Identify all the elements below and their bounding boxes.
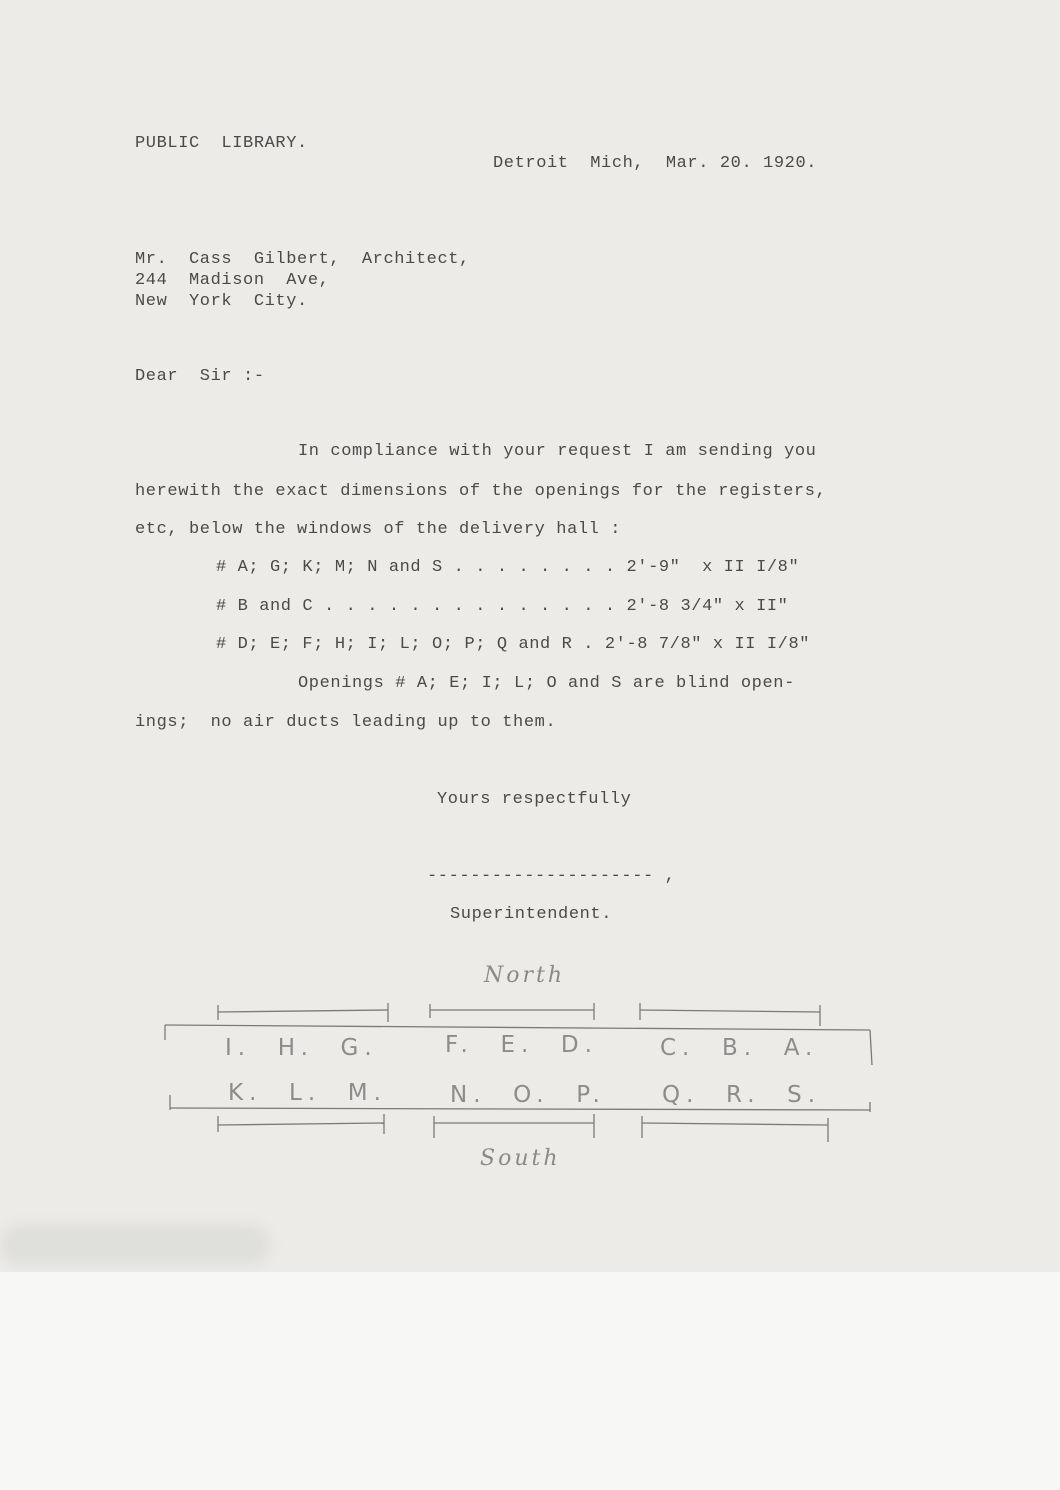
address-line-2: 244 Madison Ave, — [135, 271, 330, 290]
sketch-openings-north-2: F. E. D. — [445, 1032, 598, 1058]
sketch-label-north: North — [484, 963, 566, 988]
sketch-wall-south — [170, 1108, 870, 1110]
dimension-line-3: # D; E; F; H; I; L; O; P; Q and R . 2'-8 7/8" x II I/8" — [216, 635, 811, 654]
sketch-openings-south-2: N. O. P. — [450, 1082, 606, 1108]
sketch-wall-north — [165, 1025, 870, 1030]
dimension-line-2: # B and C . . . . . . . . . . . . . . 2'-8 3/4" x II" — [216, 597, 789, 616]
sketch-openings-north-1: I. H. G. — [225, 1035, 378, 1061]
sketch-tick — [870, 1030, 872, 1065]
closing: Yours respectfully — [437, 790, 632, 809]
sketch-label-south: South — [480, 1146, 561, 1171]
sketch-bracket-south-3 — [642, 1123, 828, 1125]
sketch-bracket-north-3 — [640, 1010, 820, 1012]
signature-title: Superintendent. — [450, 905, 613, 924]
note-line-1: Openings # A; E; I; L; O and S are blind open- — [298, 674, 795, 693]
sketch-bracket-south-1 — [218, 1123, 384, 1125]
sketch-openings-north-3: C. B. A. — [660, 1035, 819, 1061]
sketch-bracket-north-1 — [218, 1010, 388, 1012]
address-line-3: New York City. — [135, 292, 308, 311]
salutation: Dear Sir :- — [135, 367, 265, 386]
dimension-line-1: # A; G; K; M; N and S . . . . . . . . 2'-9" x II I/8" — [216, 558, 800, 577]
sketch-openings-south-3: Q. R. S. — [662, 1082, 822, 1108]
body-line-1: In compliance with your request I am sending you — [298, 442, 817, 461]
address-line-1: Mr. Cass Gilbert, Architect, — [135, 250, 470, 269]
signature-line: --------------------- , — [427, 867, 676, 886]
note-line-2: ings; no air ducts leading up to them. — [135, 713, 557, 732]
scan-background — [0, 1272, 1060, 1490]
sketch-openings-south-1: K. L. M. — [228, 1080, 387, 1106]
date-line: Detroit Mich, Mar. 20. 1920. — [493, 154, 818, 173]
body-line-3: etc, below the windows of the delivery hall : — [135, 520, 622, 539]
archive-stamp-smudge — [0, 1225, 270, 1265]
letterhead: PUBLIC LIBRARY. — [135, 134, 308, 153]
body-line-2: herewith the exact dimensions of the openings for the registers, — [135, 482, 827, 501]
